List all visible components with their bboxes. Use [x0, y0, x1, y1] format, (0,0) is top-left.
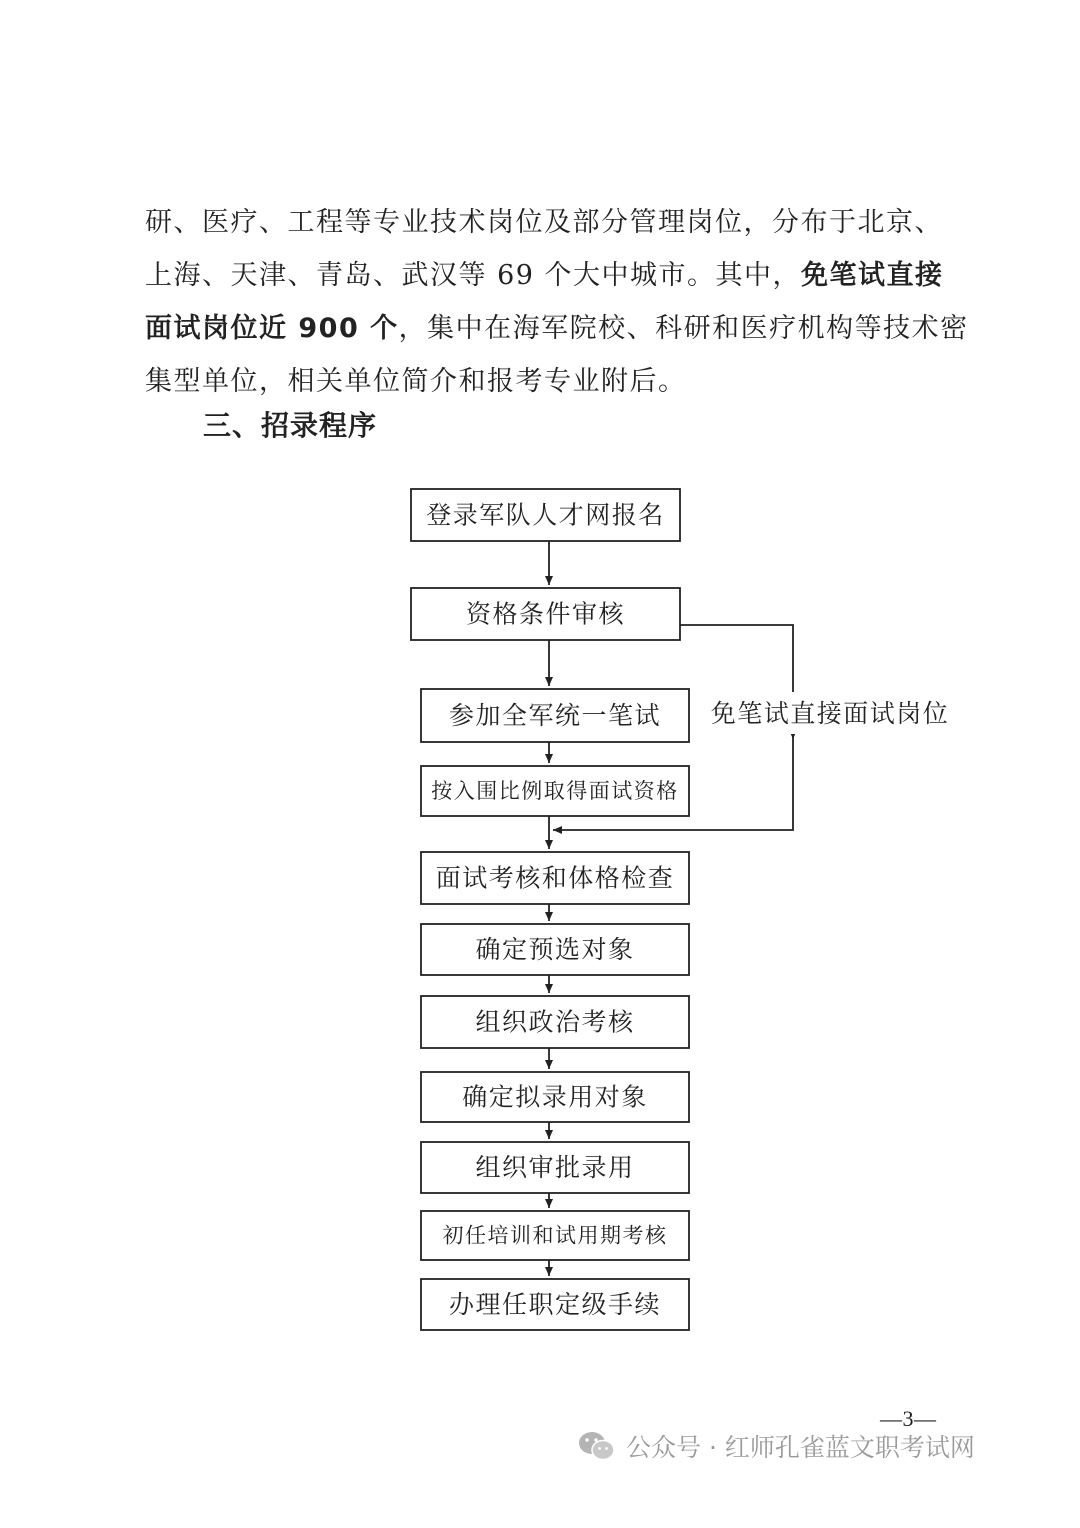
flow-step-8 [421, 1072, 689, 1122]
paragraph-line-2-emphasis: 免笔试直接 [801, 260, 944, 291]
paragraph-line-2-text: 上海、天津、青岛、武汉等 69 个大中城市。其中， [145, 260, 802, 291]
flow-step-label: 确定拟录用对象 [462, 1082, 648, 1112]
paragraph-line-3-emphasis: 面试岗位近 900 个 [145, 313, 399, 344]
watermark [578, 1425, 975, 1467]
flow-step-label: 组织政治考核 [475, 1007, 635, 1037]
flow-step-label: 按入围比例取得面试资格 [431, 779, 679, 803]
flow-step-3 [421, 689, 689, 742]
paragraph-line-3-text: ，集中在海军院校、科研和医疗机构等技术密 [398, 313, 969, 344]
paragraph-line-4: 集型单位，相关单位简介和报考专业附后。 [145, 366, 687, 397]
flow-step-7 [421, 996, 689, 1048]
flow-step-1 [411, 489, 680, 541]
flow-step-4 [421, 766, 689, 816]
flow-step-10 [421, 1211, 689, 1260]
flow-step-label: 组织审批录用 [475, 1153, 635, 1182]
flow-step-label: 初任培训和试用期考核 [442, 1223, 668, 1248]
watermark-text: 公众号 · 红师孔雀蓝文职考试网 [626, 1433, 975, 1462]
flow-step-9 [421, 1142, 689, 1193]
flow-step-label: 登录军队人才网报名 [426, 500, 665, 530]
wechat-logo-icon [578, 1430, 616, 1462]
flow-step-11 [421, 1279, 689, 1330]
section-heading: 三、招录程序 [203, 409, 378, 442]
flow-step-2 [411, 588, 680, 640]
flow-step-label: 资格条件审核 [465, 599, 626, 629]
flow-step-label: 参加全军统一笔试 [448, 701, 662, 730]
step-boxes [411, 489, 689, 1330]
flow-step-label: 办理任职定级手续 [448, 1290, 662, 1319]
bypass-label: 免笔试直接面试岗位 [710, 699, 950, 728]
paragraph-line-1: 研、医疗、工程等专业技术岗位及部分管理岗位，分布于北京、 [145, 207, 943, 238]
flow-step-5 [421, 852, 689, 904]
flow-step-6 [421, 924, 689, 975]
flow-step-label: 确定预选对象 [475, 935, 635, 964]
flow-step-label: 面试考核和体格检查 [435, 863, 675, 893]
page-number: —3— [880, 1406, 937, 1431]
